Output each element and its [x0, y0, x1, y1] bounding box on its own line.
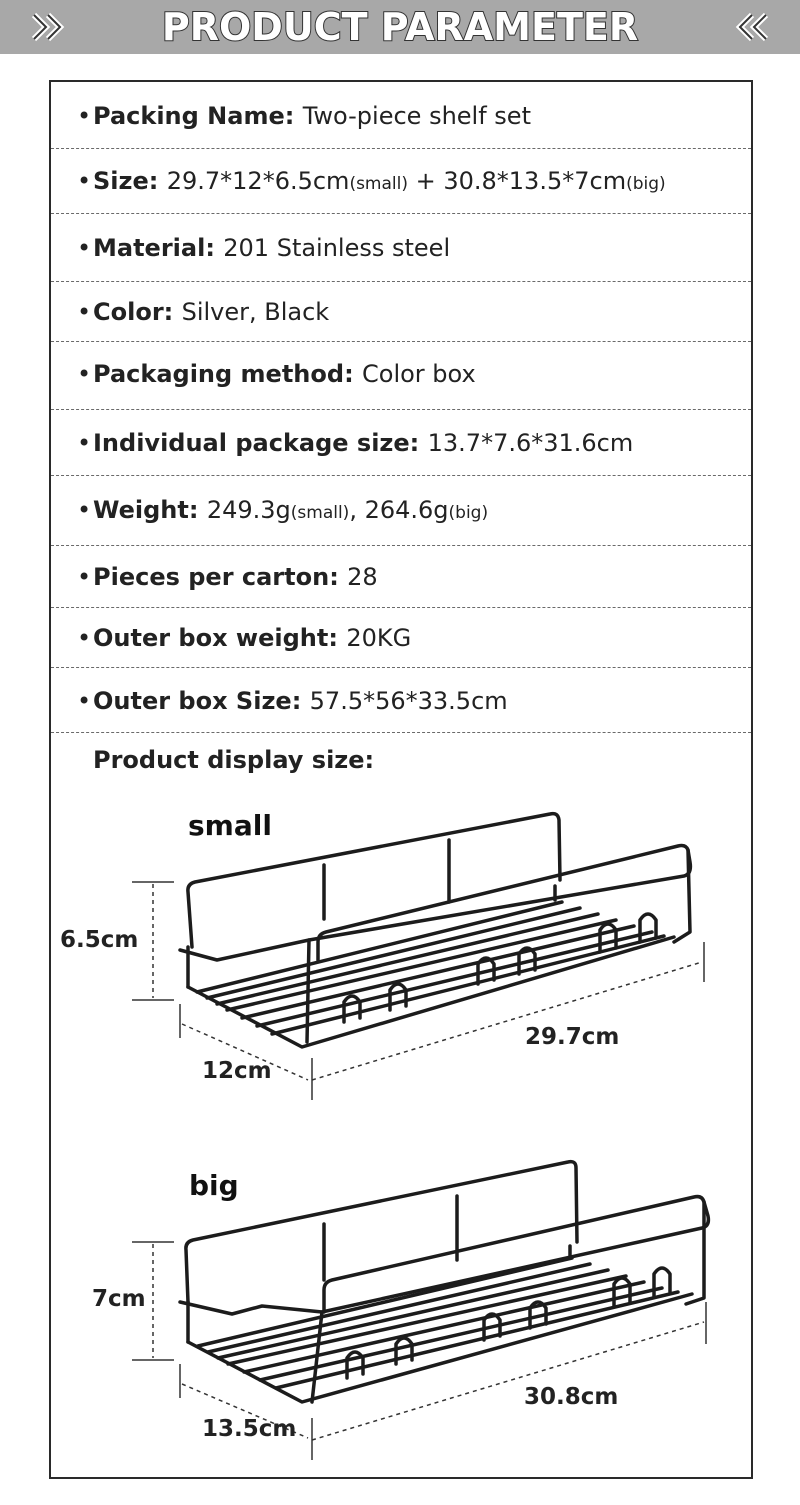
- small-depth-label: 12cm: [202, 1058, 272, 1084]
- param-row-color: •Color: Silver, Black: [51, 282, 751, 342]
- param-value: 20KG: [346, 624, 412, 652]
- param-value-note: (small): [290, 503, 350, 523]
- bullet-icon: •: [77, 496, 92, 524]
- param-label: Color: [93, 298, 164, 326]
- big-shelf-drawing: [180, 1162, 708, 1402]
- bullet-icon: •: [77, 687, 92, 715]
- param-value: + 30.8*13.5*7cm: [407, 167, 627, 195]
- big-height-label: 7cm: [92, 1286, 146, 1312]
- param-value: Silver, Black: [181, 298, 330, 326]
- bullet-icon: •: [77, 429, 92, 457]
- small-length-label: 29.7cm: [525, 1024, 620, 1050]
- bullet-icon: •: [77, 624, 92, 652]
- double-chevron-left-icon: [734, 9, 770, 45]
- param-value: 201 Stainless steel: [223, 234, 451, 262]
- small-height-label: 6.5cm: [60, 927, 139, 953]
- param-value-note: (big): [448, 503, 489, 523]
- big-dimension-lines: [132, 1242, 706, 1460]
- bullet-icon: •: [77, 563, 92, 591]
- bullet-icon: •: [77, 298, 92, 326]
- bullet-icon: •: [77, 102, 92, 130]
- param-value-note: (small): [349, 174, 408, 194]
- param-label: Outer box weight: [93, 624, 329, 652]
- param-row-packaging-method: •Packaging method: Color box: [51, 342, 751, 410]
- parameter-table: [49, 80, 753, 1479]
- bullet-icon: •: [77, 167, 92, 195]
- page-title: PRODUCT PARAMETER: [161, 5, 639, 49]
- param-row-pieces-per-carton: •Pieces per carton: 28: [51, 546, 751, 608]
- param-value: , 264.6g: [349, 496, 449, 524]
- param-value: 13.7*7.6*31.6cm: [427, 429, 634, 457]
- param-label: Packaging method: [93, 360, 345, 388]
- param-row-material: •Material: 201 Stainless steel: [51, 214, 751, 282]
- small-dimension-lines: [132, 882, 704, 1100]
- param-label: Weight: [93, 496, 189, 524]
- bullet-icon: •: [77, 360, 92, 388]
- display-size-title: Product display size:: [93, 746, 375, 774]
- param-value: 29.7*12*6.5cm: [166, 167, 350, 195]
- param-value: Color box: [362, 360, 476, 388]
- param-label: Size: [93, 167, 149, 195]
- param-row-individual-package-size: •Individual package size: 13.7*7.6*31.6cm: [51, 410, 751, 476]
- big-depth-label: 13.5cm: [202, 1416, 297, 1442]
- param-value: 57.5*56*33.5cm: [309, 687, 508, 715]
- param-row-weight: •Weight: 249.3g(small), 264.6g(big): [51, 476, 751, 546]
- param-label: Material: [93, 234, 206, 262]
- param-label: Pieces per carton: [93, 563, 330, 591]
- param-value-note: (big): [626, 174, 666, 194]
- param-value: 28: [347, 563, 378, 591]
- param-row-packing-name: •Packing Name: Two-piece shelf set: [51, 82, 751, 149]
- param-row-size: •Size: 29.7*12*6.5cm(small) + 30.8*13.5*7cm(big): [51, 149, 751, 214]
- param-value: Two-piece shelf set: [302, 102, 531, 130]
- bullet-icon: •: [77, 234, 92, 262]
- param-value: 249.3g: [206, 496, 291, 524]
- big-length-label: 30.8cm: [524, 1384, 619, 1410]
- param-label: Packing Name: [93, 102, 285, 130]
- small-shelf-drawing: [180, 814, 690, 1047]
- param-row-outer-box-weight: •Outer box weight: 20KG: [51, 608, 751, 668]
- param-row-outer-box-size: •Outer box Size: 57.5*56*33.5cm: [51, 668, 751, 733]
- small-label: small: [188, 809, 272, 842]
- param-label: Individual package size: [93, 429, 410, 457]
- big-label: big: [189, 1169, 239, 1202]
- param-label: Outer box Size: [93, 687, 292, 715]
- header-banner: [0, 0, 800, 54]
